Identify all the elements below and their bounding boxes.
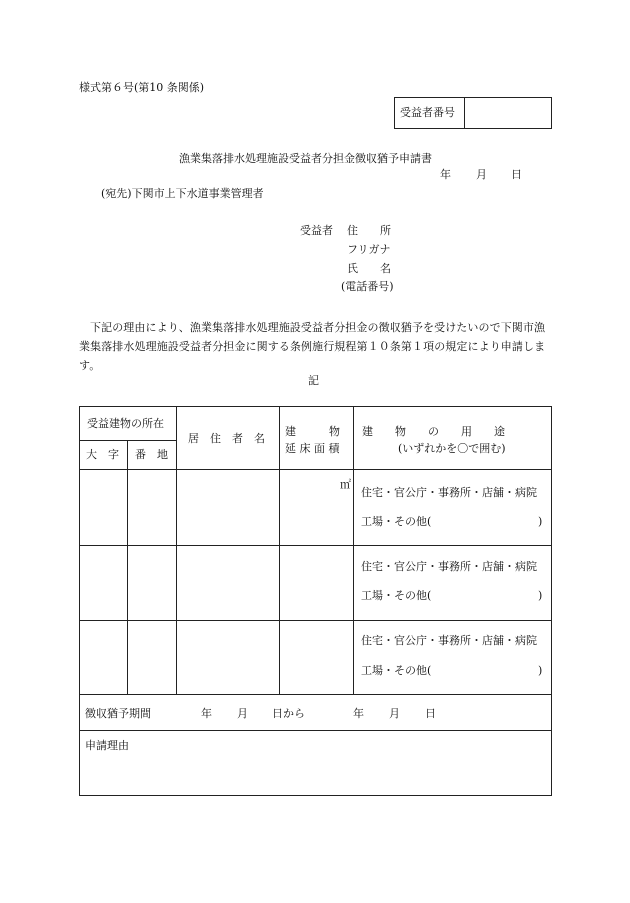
usage-header-line2: (いずれかを〇で囲む): [398, 442, 506, 455]
date-day-label: 日: [511, 168, 522, 181]
usage-options-line1[interactable]: 住宅・官公庁・事務所・店舗・病院: [361, 486, 537, 499]
deferral-to-day: 日: [425, 707, 436, 720]
floor-area-field[interactable]: [280, 621, 352, 693]
oaza-field[interactable]: [81, 470, 126, 544]
location-header: 受益建物の所在: [87, 417, 164, 430]
banchi-field[interactable]: [128, 470, 175, 544]
document-title: 漁業集落排水処理施設受益者分担金徴収猶予申請書: [179, 152, 432, 165]
usage-options-line1[interactable]: 住宅・官公庁・事務所・店舗・病院: [361, 634, 537, 647]
divider: [80, 730, 551, 731]
resident-header: 居 住 者 名: [188, 432, 265, 445]
deferral-from-month: 月: [237, 707, 248, 720]
divider: [353, 407, 354, 694]
floor-area-field[interactable]: [280, 546, 352, 619]
name-label: 氏 名: [347, 262, 391, 275]
resident-field[interactable]: [177, 470, 278, 544]
applicant-role: 受益者: [300, 224, 333, 237]
recipient-number-box: [394, 97, 552, 129]
banchi-field[interactable]: [128, 546, 175, 619]
divider: [80, 440, 176, 441]
ki-marker: 記: [308, 374, 319, 387]
usage-options-line2[interactable]: 工場・その他(: [361, 589, 432, 602]
deferral-to-month: 月: [389, 707, 400, 720]
usage-header-line1: 建 物 の 用 途: [362, 425, 505, 438]
banchi-field[interactable]: [128, 621, 175, 693]
usage-other-close: ): [538, 515, 543, 528]
oaza-field[interactable]: [81, 546, 126, 619]
resident-field[interactable]: [177, 546, 278, 619]
reason-label: 申請理由: [85, 739, 129, 752]
usage-table: [79, 406, 552, 796]
addressee: (宛先)下関市上下水道事業管理者: [101, 187, 264, 200]
usage-options-line2[interactable]: 工場・その他(: [361, 664, 432, 677]
phone-label: (電話番号): [341, 280, 394, 293]
oaza-field[interactable]: [81, 621, 126, 693]
oaza-header: 大 字: [86, 448, 119, 461]
deferral-from-day: 日から: [272, 707, 305, 720]
divider: [80, 694, 551, 695]
banchi-header: 番 地: [135, 448, 168, 461]
reason-field[interactable]: [81, 755, 550, 793]
deferral-period-label: 徴収猶予期間: [85, 707, 151, 720]
area-unit: ㎡: [340, 478, 351, 491]
furigana-label: フリガナ: [347, 243, 391, 256]
resident-field[interactable]: [177, 621, 278, 693]
address-label: 住 所: [347, 224, 391, 237]
usage-other-close: ): [538, 664, 543, 677]
recipient-number-field[interactable]: [466, 99, 550, 127]
application-statement: 下記の理由により、漁業集落排水処理施設受益者分担金の徴収猶予を受けたいので下関市漁業集落排水処理施設受益者分担金に関する条例施行規程第１０条第１項の規定により申請します。: [79, 321, 546, 372]
deferral-from-year: 年: [201, 707, 212, 720]
recipient-number-label: 受益者番号: [400, 106, 455, 119]
divider: [464, 98, 465, 128]
floor-area-header-line2: 延 床 面 積: [285, 442, 340, 455]
usage-other-close: ): [538, 589, 543, 602]
date-month-label: 月: [476, 168, 487, 181]
date-year-label: 年: [440, 168, 451, 181]
usage-options-line1[interactable]: 住宅・官公庁・事務所・店舗・病院: [361, 560, 537, 573]
form-number: 様式第６号(第10 条関係): [79, 81, 205, 94]
usage-options-line2[interactable]: 工場・その他(: [361, 515, 432, 528]
floor-area-header-line1: 建 物: [285, 425, 340, 438]
deferral-to-year: 年: [353, 707, 364, 720]
